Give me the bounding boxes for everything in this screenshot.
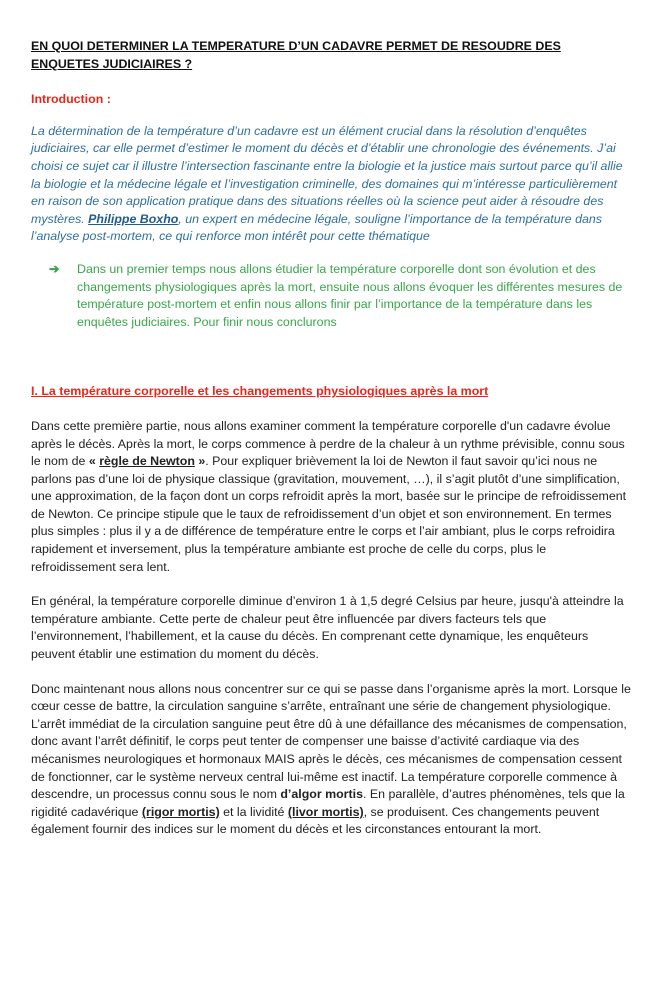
introduction-heading: Introduction : <box>31 92 111 107</box>
section-1-paragraph-2: En général, la température corporelle diminue d’environ 1 à 1,5 degré Celsius par heure, jusqu'à atteindre la température ambiante. Cette perte de chaleur peut être influencée par divers facteurs tels que l’environnement, l’habillement, et la cause du décès. En comprenant cette dynamique, les enquêteurs peuvent établir une estimation du moment du décès. <box>31 594 624 662</box>
plan-bullet <box>31 261 631 331</box>
paragraph-1-text-start: Dans cette première partie, nous allons examiner comment la température corporelle d'un cadavre évolue après le décès. Après la mort, le corps commence à perdre de la chaleur à un rythme prévisible, connu sous le nom de <box>31 418 625 469</box>
section-1-paragraph-3 <box>31 681 631 839</box>
arrow-right-icon: ➔ <box>49 261 60 276</box>
section-1-paragraph-1 <box>31 418 631 576</box>
plan-text: Dans un premier temps nous allons étudier la température corporelle dont son évolution et des changements physiologiques après la mort, ensuite nous allons évoquer les différentes mesures de température post-mortem et enfin nous allons finir par l’importance de la température dans les enquêtes judiciaires. Pour finir nous conclurons <box>77 261 623 329</box>
section-1-heading: I. La température corporelle et les changements physiologiques après la mort <box>31 384 489 399</box>
paragraph-3-text-mid-1: . En parallèle, d’autres phénomènes, tels que la rigidité cadavérique <box>31 787 625 819</box>
livor-mortis-term: (livor mortis) <box>287 804 364 819</box>
algor-mortis-term: d’algor mortis <box>280 787 363 802</box>
document-page <box>31 38 631 839</box>
paragraph-3-text-start: Donc maintenant nous allons nous concentrer sur ce qui se passe dans l’organisme après la mort. Lorsque le cœur cesse de battre, la circulation sanguine s’arrête, entraînant une série de changement physiologique. L’arrêt immédiat de la circulation sanguine peut être dû à une défaillance des mécanismes de compensation, donc avant l’arrêt définitif, le corps peut tenter de compenser une baisse d’activité cardiaque via des mécanismes neurologiques et hormonaux MAIS après le décès, ces mécanismes de compensation cessent de fonctionner, car le système nerveux central lui-même est inactif. La température corporelle commence à descendre, un processus connu sous le nom <box>31 681 631 802</box>
newton-quote-open: « <box>88 454 100 469</box>
introduction-text-start: La détermination de la température d’un cadavre est un élément crucial dans la résolution d’enquêtes judiciaires, car elle permet d’estimer le moment du décès et d’établir une chronologie des événements. J’ai choisi ce sujet car il illustre l’intersection fascinante entre la biologie et la justice mais surtout parce qu’il allie la biologie et la médecine légale et l’investigation criminelle, des domaines qui m’intéresse particulièrement en raison de son application pratique dans des situations réelles où la science peut aider à résoudre des mystères. <box>31 123 623 226</box>
paragraph-3-text-end: , se produisent. Ces changements peuvent également fournir des indices sur le moment du décès et les circonstances entourant la mort. <box>31 804 600 837</box>
introduction-paragraph <box>31 123 631 246</box>
rigor-mortis-term: (rigor mortis) <box>141 804 220 819</box>
newton-quote-close: » <box>194 454 206 469</box>
introduction-text-end: , un expert en médecine légale, souligne l’importance de la température dans l’analyse post-mortem, ce qui renforce mon intérêt pour cette thématique <box>31 211 602 244</box>
document-title: EN QUOI DETERMINER LA TEMPERATURE D’UN CADAVRE PERMET DE RESOUDRE DES ENQUETES JUDICIAIRES ? <box>31 39 561 71</box>
paragraph-3-text-mid-2: et la lividité <box>219 804 288 819</box>
author-name-philippe-boxho: Philippe Boxho <box>88 211 179 226</box>
newton-rule-term: règle de Newton <box>99 454 195 469</box>
paragraph-1-text-end: . Pour expliquer brièvement la loi de Newton il faut savoir qu’ici nous ne parlons pas d’une loi de physique classique (gravitation, mouvement, …), il s’agit plutôt d’une simplification, une approximation, de la façon dont un corps refroidit après la mort, basée sur le principe de refroidissement de Newton. Ce principe stipule que le taux de refroidissement d’un objet et son environnement. En termes plus simples : plus il y a de différence de température entre le corps et l’air ambiant, plus le corps refroidira rapidement et inversement, plus la température ambiante est proche de celle du corps, plus le refroidissement sera lent. <box>31 454 627 574</box>
